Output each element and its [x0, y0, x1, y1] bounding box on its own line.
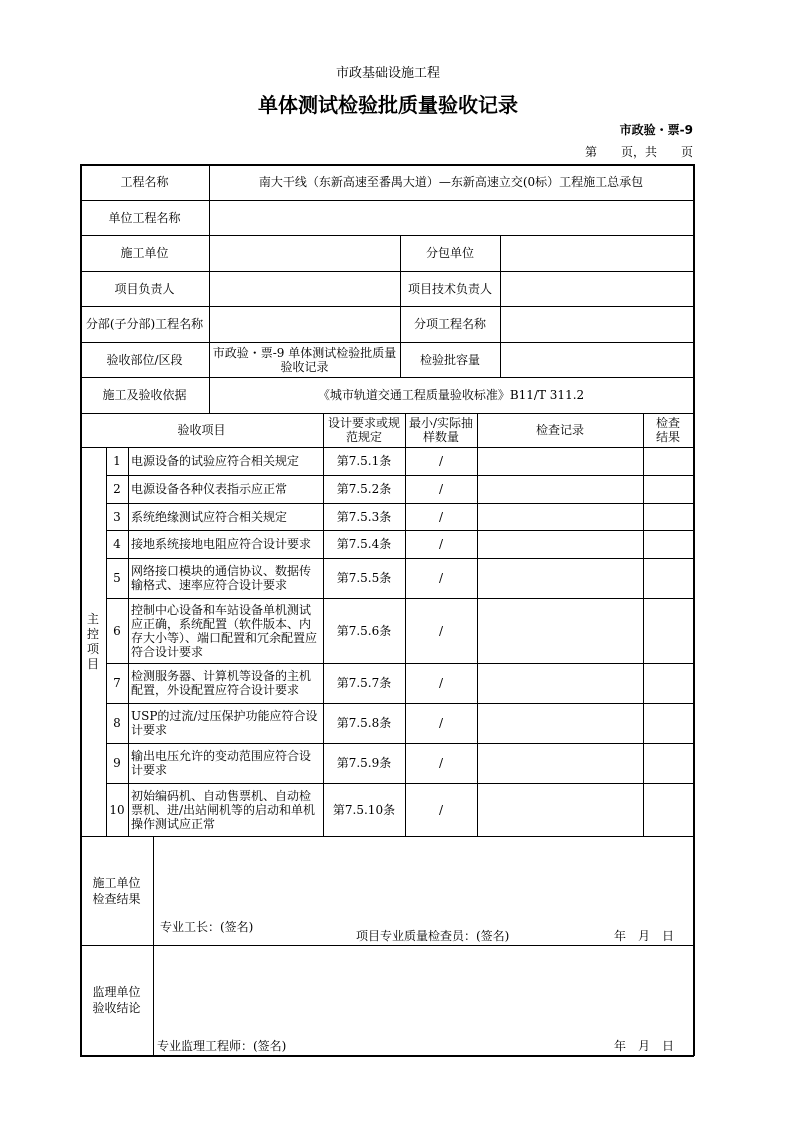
row-number: 10: [109, 802, 125, 817]
foreman-signature: 专业工长：(签名): [160, 920, 254, 934]
row-sample: /: [438, 509, 444, 524]
supertitle: 市政基础设施工程: [335, 65, 440, 81]
form-code: 市政验・票-9: [619, 123, 693, 137]
sub-item-label: 分项工程名称: [413, 317, 486, 331]
row-result-field[interactable]: [643, 703, 693, 743]
row-record-field[interactable]: [477, 475, 643, 503]
col-header-item: 验收项目: [177, 423, 226, 437]
row-description: 电源设备的试验应符合相关规定: [131, 454, 300, 468]
row-record-field[interactable]: [477, 530, 643, 558]
row-number: 2: [113, 482, 121, 496]
row-description: 检测服务器、计算机等设备的主机配置，外设配置应符合设计要求: [131, 669, 312, 697]
row-record-field[interactable]: [477, 447, 643, 475]
col-header-result: 检查结果: [655, 416, 680, 444]
row-record-field[interactable]: [477, 743, 643, 783]
row-description: 控制中心设备和车站设备单机测试应正确，系统配置（软件版本、内存大小等）、端口配置和冗余配置应符合设计要求: [131, 602, 318, 659]
page-number-label: 第 页，共 页: [584, 145, 693, 159]
row-number: 4: [113, 537, 121, 551]
acceptance-part-value: 市政验・票-9 单体测试检验批质量验收记录: [212, 345, 397, 374]
row-clause: 第7.5.4条: [336, 537, 392, 551]
row-result-field[interactable]: [643, 598, 693, 663]
batch-capacity-label: 检验批容量: [419, 352, 480, 367]
row-record-field[interactable]: [477, 703, 643, 743]
col-header-record: 检查记录: [535, 423, 584, 437]
sub-division-field[interactable]: [209, 306, 400, 342]
tech-manager-field[interactable]: [500, 271, 693, 306]
row-number: 9: [113, 756, 121, 770]
batch-capacity-field[interactable]: [500, 342, 693, 377]
unit-project-field[interactable]: [209, 200, 693, 235]
row-description: 接地系统接地电阻应符合设计要求: [131, 537, 312, 551]
row-clause: 第7.5.6条: [336, 623, 392, 638]
construction-date: 年 月 日: [614, 929, 675, 943]
tech-manager-label: 项目技术负责人: [407, 281, 492, 296]
contractor-field[interactable]: [209, 235, 400, 271]
row-number: 3: [113, 509, 121, 524]
supervision-conclusion-label: 监理单位验收结论: [92, 985, 141, 1015]
row-result-field[interactable]: [643, 475, 693, 503]
page-title: 单体测试检验批质量验收记录: [258, 92, 518, 117]
row-sample: /: [438, 623, 444, 638]
row-record-field[interactable]: [477, 558, 643, 598]
row-sample: /: [438, 571, 444, 585]
row-description: 电源设备各种仪表指示应正常: [131, 482, 288, 496]
project-name-value: 南大干线（东新高速至番禺大道）—东新高速立交(0标）工程施工总承包: [258, 175, 644, 189]
sub-item-field[interactable]: [500, 306, 693, 342]
row-result-field[interactable]: [643, 558, 693, 598]
supervisor-signature: 专业监理工程师：(签名): [157, 1039, 287, 1053]
row-clause: 第7.5.2条: [336, 482, 392, 496]
unit-project-label: 单位工程名称: [108, 210, 181, 225]
row-result-field[interactable]: [643, 530, 693, 558]
construction-check-label: 施工单位检查结果: [92, 875, 141, 906]
supervision-date: 年 月 日: [614, 1039, 675, 1053]
row-sample: /: [438, 537, 444, 551]
row-record-field[interactable]: [477, 503, 643, 530]
row-description: USP的过流/过压保护功能应符合设计要求: [131, 709, 318, 737]
row-clause: 第7.5.3条: [336, 509, 392, 524]
row-number: 5: [113, 571, 121, 585]
contractor-label: 施工单位: [120, 246, 169, 260]
row-record-field[interactable]: [477, 783, 643, 836]
sub-division-label: 分部(子分部)工程名称: [85, 317, 204, 331]
row-result-field[interactable]: [643, 663, 693, 703]
construction-check-field[interactable]: [153, 836, 693, 916]
row-result-field[interactable]: [643, 447, 693, 475]
row-number: 7: [113, 676, 121, 690]
row-description: 系统绝缘测试应符合相关规定: [131, 509, 288, 524]
row-number: 6: [113, 623, 121, 638]
row-record-field[interactable]: [477, 598, 643, 663]
col-header-design: 设计要求或规范规定: [327, 416, 400, 444]
row-sample: /: [438, 716, 444, 730]
col-header-sample: 最小/实际抽样数量: [408, 416, 474, 444]
basis-value: 《城市轨道交通工程质量验收标准》B11/T 311.2: [317, 388, 585, 402]
subcontractor-field[interactable]: [500, 235, 693, 271]
row-description: 初始编码机、自动售票机、自动检票机、进/出站闸机等的启动和单机操作测试应正常: [131, 788, 316, 831]
row-clause: 第7.5.8条: [336, 716, 392, 730]
row-result-field[interactable]: [643, 743, 693, 783]
row-description: 输出电压允许的变动范围应符合设计要求: [131, 749, 312, 777]
row-clause: 第7.5.5条: [336, 571, 392, 585]
row-clause: 第7.5.9条: [336, 756, 392, 770]
project-name-label: 工程名称: [120, 175, 169, 189]
row-result-field[interactable]: [643, 783, 693, 836]
row-number: 1: [113, 454, 121, 468]
row-sample: /: [438, 802, 444, 817]
main-control-group-label: 主控项目: [86, 611, 99, 671]
row-clause: 第7.5.10条: [332, 802, 396, 817]
project-manager-label: 项目负责人: [114, 281, 175, 296]
row-sample: /: [438, 482, 444, 496]
row-sample: /: [438, 756, 444, 770]
supervision-conclusion-field[interactable]: [153, 945, 693, 1030]
row-record-field[interactable]: [477, 663, 643, 703]
basis-label: 施工及验收依据: [102, 388, 187, 402]
subcontractor-label: 分包单位: [425, 246, 474, 260]
row-description: 网络接口模块的通信协议、数据传输格式、速率应符合设计要求: [131, 564, 312, 592]
row-number: 8: [113, 716, 121, 730]
acceptance-part-label: 验收部位/区段: [106, 352, 183, 367]
row-clause: 第7.5.1条: [336, 454, 392, 468]
qc-inspector-signature: 项目专业质量检查员：(签名): [356, 929, 510, 943]
row-result-field[interactable]: [643, 503, 693, 530]
project-manager-field[interactable]: [209, 271, 400, 306]
row-sample: /: [438, 454, 444, 468]
row-clause: 第7.5.7条: [336, 676, 392, 690]
row-sample: /: [438, 676, 444, 690]
